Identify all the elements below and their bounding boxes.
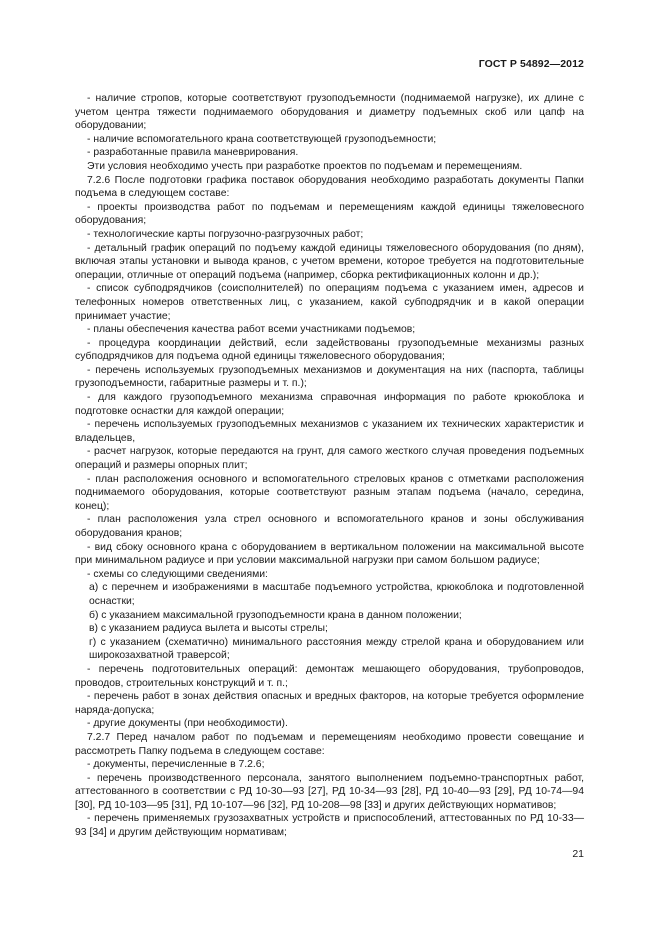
sub-item-c: в) с указанием радиуса вылета и высоты стрелы; <box>89 623 328 635</box>
paragraph: - план расположения основного и вспомогательного стреловых кранов с отметками расположения поднимаемого оборудования, которые соответствуют разным этапам подъема (начало, середина, конец); <box>75 473 584 512</box>
paragraph: - процедура координации действий, если задействованы грузоподъемные механизмы разных субподрядчиков для подъема одной единицы тяжеловесного оборудования; <box>75 337 584 363</box>
section-paragraph-7-2-7: 7.2.7 Перед началом работ по подъемам и перемещениям необходимо провести совещание и рассмотреть Папку подъема в следующем составе: <box>75 731 584 757</box>
sub-item-a: а) с перечнем и изображениями в масштабе подъемного устройства, крюкоблока и подготовленной оснастки; <box>89 582 584 607</box>
paragraph: - перечень применяемых грузозахватных устройств и приспособлений, аттестованных по РД 10-33—93 [34] и другим действующим нормативам; <box>75 813 584 839</box>
page-number: 21 <box>572 848 584 860</box>
paragraph: - другие документы (при необходимости). <box>87 718 288 730</box>
paragraph: - перечень подготовительных операций: демонтаж мешающего оборудования, трубопроводов, проводов, строительных конструкций и т. п.; <box>75 663 584 689</box>
paragraph: - для каждого грузоподъемного механизма справочная информация по работе крюкоблока и подготовке оснастки для каждой операции; <box>75 392 584 417</box>
paragraph: - перечень производственного персонала, занятого выполнением подъемно-транспортных работ, аттестованного в соответствии с РД 10-30—93 [27], РД 10-34—93 [28], РД 10-40—93 [29], РД 10-74—94 [30], РД 10-103—95 [31], РД 10-107—96 [32], РД 10-208—98 [33] и других действующих нормативов; <box>75 772 584 811</box>
paragraph: - перечень работ в зонах действия опасных и вредных факторов, на которые требуется оформление наряда-допуска; <box>75 691 584 716</box>
paragraph: - расчет нагрузок, которые передаются на грунт, для самого жесткого случая проведения подъемных операций и размеры опорных плит; <box>75 446 584 472</box>
paragraph: - проекты производства работ по подъемам и перемещениям каждой единицы тяжеловесного оборудования; <box>75 201 584 227</box>
document-code-header: ГОСТ Р 54892—2012 <box>478 58 584 70</box>
paragraph: - технологические карты погрузочно-разгрузочных работ; <box>87 228 364 240</box>
paragraph: Эти условия необходимо учесть при разработке проектов по подъемам и перемещениям. <box>87 160 523 172</box>
paragraph: - детальный график операций по подъему каждой единицы тяжеловесного оборудования (по дням), включая этапы установки и вывода кранов, с учетом времени, которое требуется на подготовительные операции, отличные от операций подъема (например, сборка ректификационных колонн и др.); <box>75 242 584 281</box>
paragraph: - планы обеспечения качества работ всеми участниками подъемов; <box>87 324 416 336</box>
paragraph: - схемы со следующими сведениями: <box>87 568 268 580</box>
document-body <box>75 92 584 840</box>
sub-item-d: г) с указанием (схематично) минимального расстояния между стрелой крана и оборудованием или широкозахватной траверсой; <box>89 636 584 662</box>
paragraph: - разработанные правила маневрирования. <box>87 147 299 159</box>
paragraph: - документы, перечисленные в 7.2.6; <box>87 759 265 771</box>
sub-item-b: б) с указанием максимальной грузоподъемности крана в данном положении; <box>89 609 462 621</box>
paragraph: - план расположения узла стрел основного и вспомогательного кранов и зоны обслуживания оборудования кранов; <box>75 514 584 539</box>
section-paragraph-7-2-6: 7.2.6 После подготовки графика поставок оборудования необходимо разработать документы Папки подъема в следующем составе: <box>75 174 584 200</box>
paragraph: - перечень используемых грузоподъемных механизмов с указанием их технических характеристик и владельцев, <box>75 419 584 444</box>
paragraph: - наличие стропов, которые соответствуют грузоподъемности (поднимаемой нагрузке), их длине с учетом центра тяжести поднимаемого оборудования и диаметру подъемных скоб или цапф на оборудовании; <box>75 93 584 132</box>
paragraph: - вид сбоку основного крана с оборудованием в вертикальном положении на максимальной высоте при минимальном радиусе и при условии максимальной нагрузки при самом большом радиусе; <box>75 541 584 567</box>
paragraph: - наличие вспомогательного крана соответствующей грузоподъемности; <box>87 133 437 145</box>
paragraph: - перечень используемых грузоподъемных механизмов и документация на них (паспорта, таблицы грузоподъемности, габаритные размеры и т. п.); <box>75 364 584 390</box>
paragraph: - список субподрядчиков (соисполнителей) по операциям подъема с указанием имен, адресов и телефонных номеров ответственных лиц, с указанием, какой субподрядчик и в какой операции принимает участие; <box>75 283 584 322</box>
